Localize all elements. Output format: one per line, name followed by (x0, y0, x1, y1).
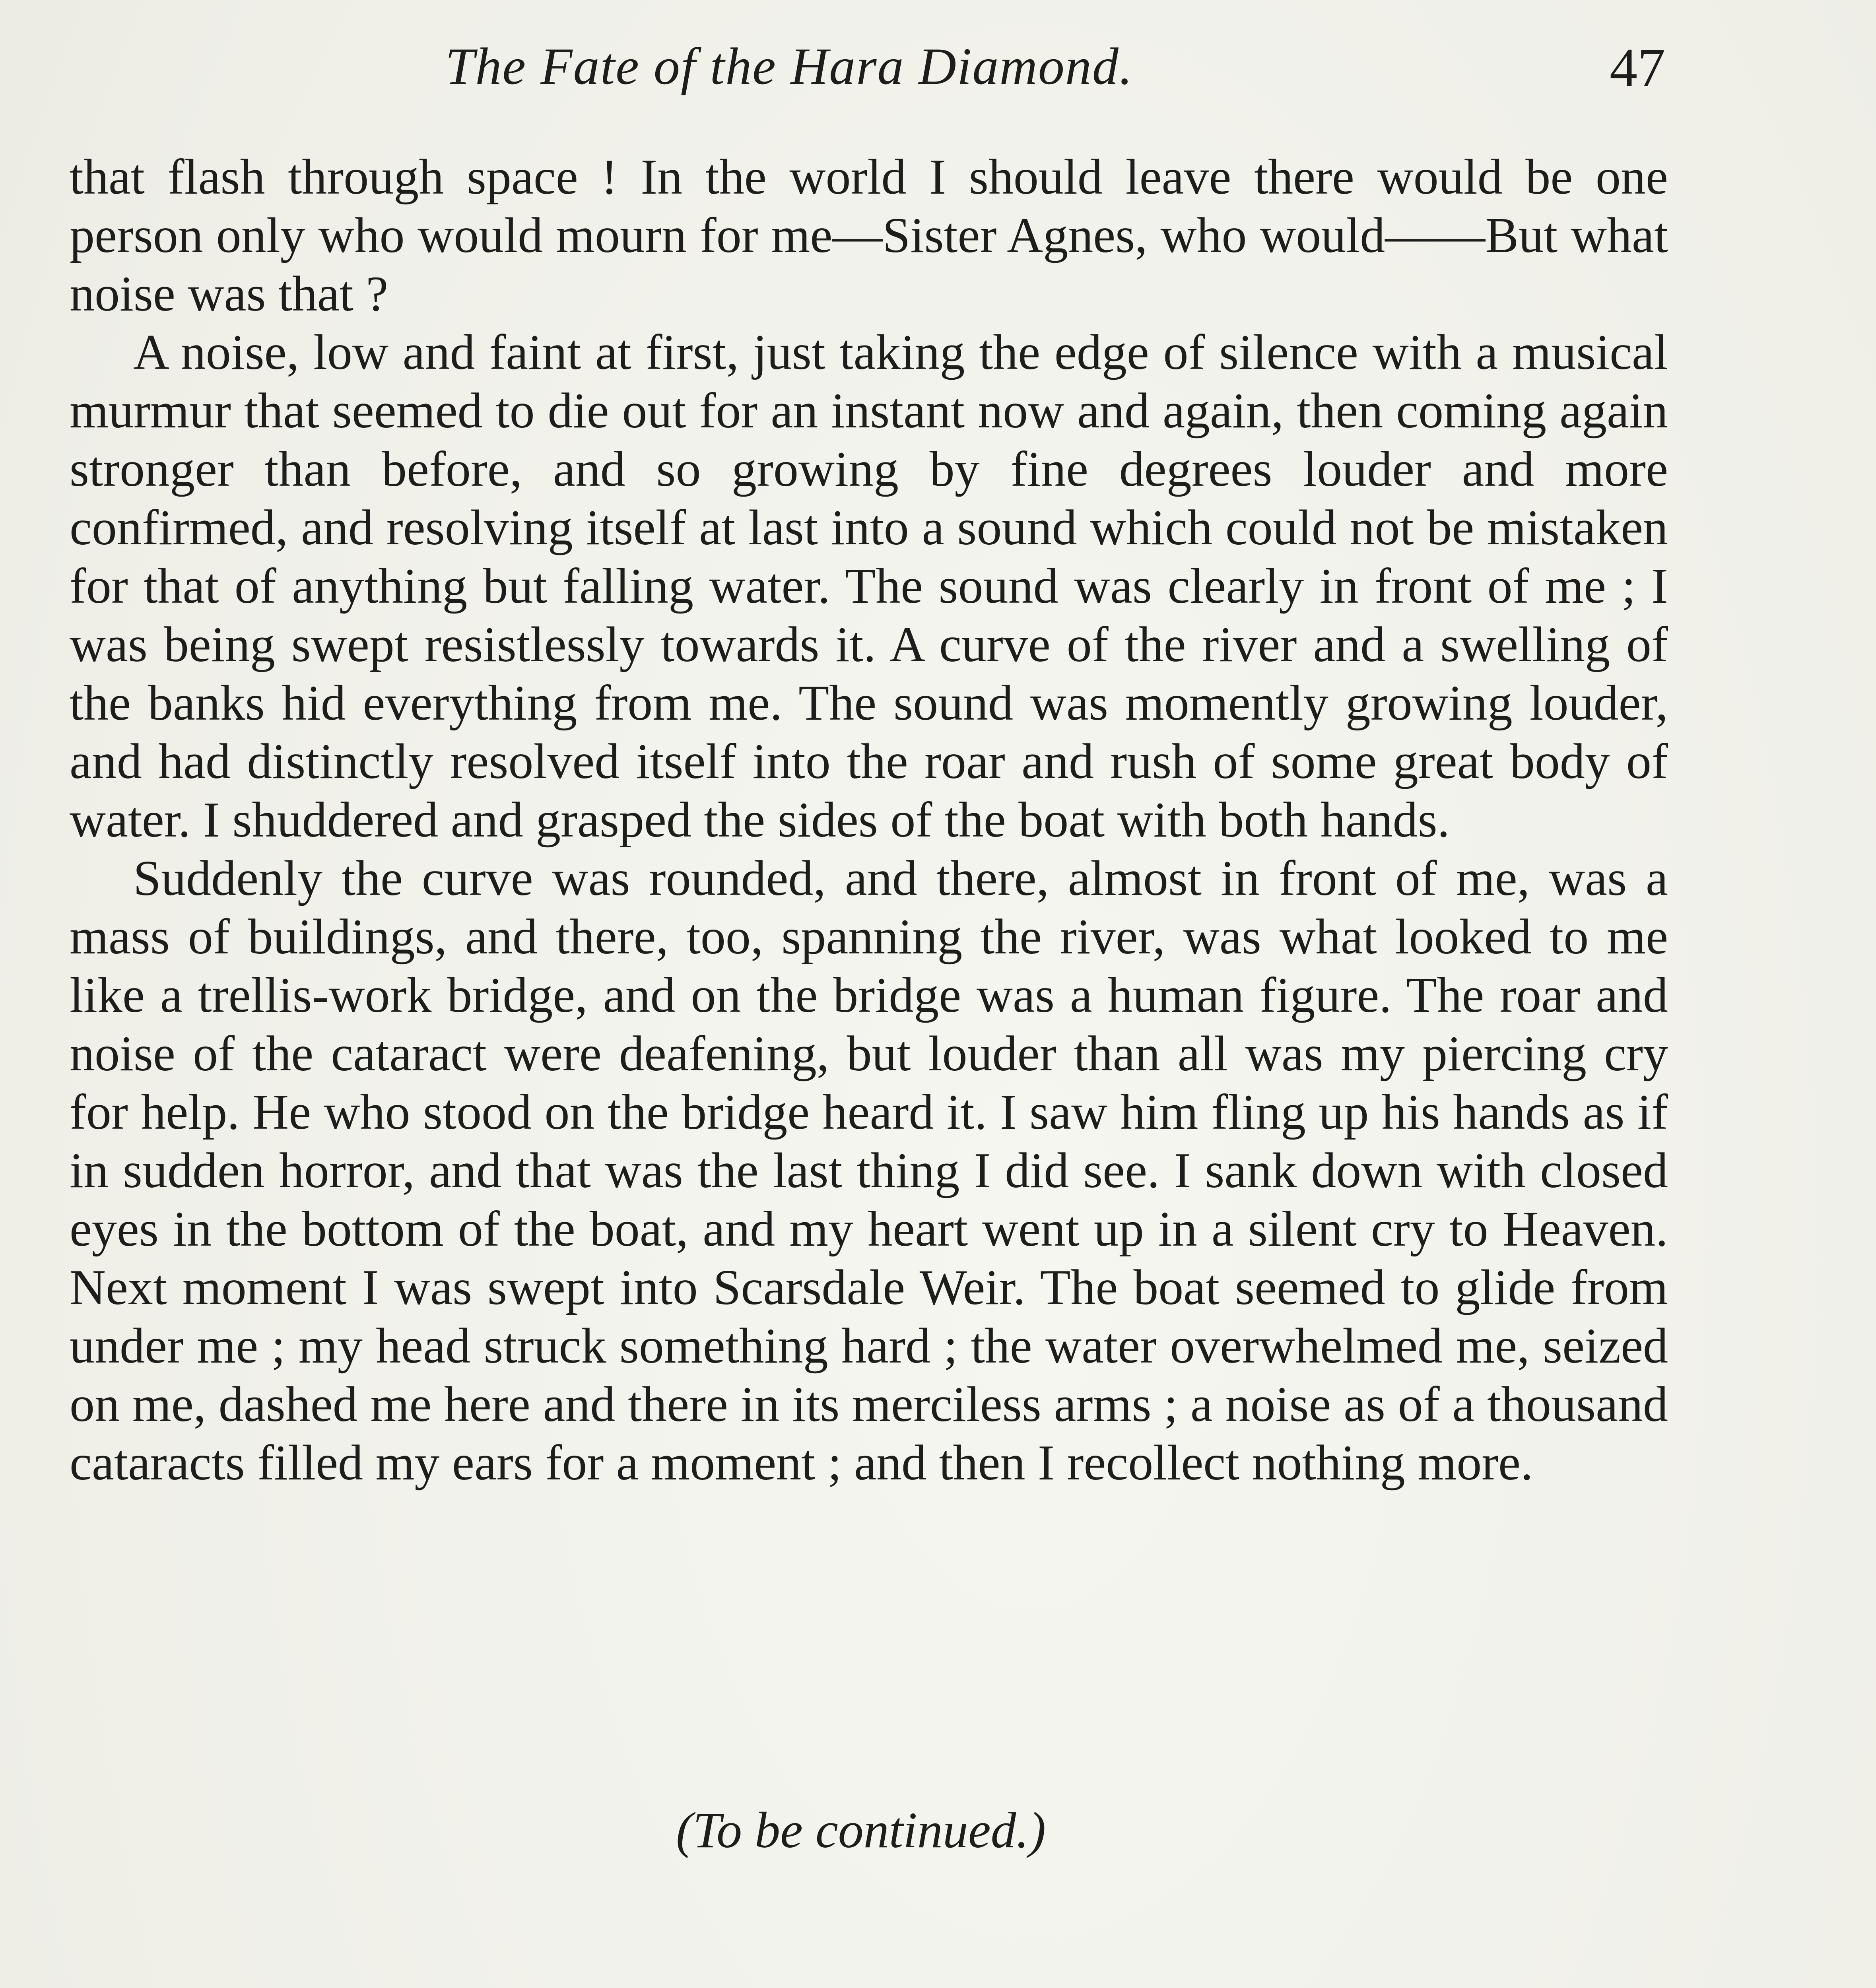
paragraph-3: Suddenly the curve was rounded, and there, almost in front of me, was a mass of buildings, and there, too, spanning the river, was what looked to me like a trellis-work bridge, and on the bridge was a human figure. The roar and noise of the cataract were deafening, but louder than all was my piercing cry for help. He who stood on the bridge heard it. I saw him fling up his hands as if in sudden horror, and that was the last thing I did see. I sank down with closed eyes in the bottom of the boat, and my heart went up in a silent cry to Heaven. Next moment I was swept into Scarsdale Weir. The boat seemed to glide from under me ; my head struck something hard ; the water overwhelmed me, seized on me, dashed me here and there in its merciless arms ; a noise as of a thousand cataracts filled my ears for a moment ; and then I recollect nothing more. (70, 851, 1668, 1491)
scroll-ornament-icon (652, 1980, 1109, 1988)
paragraph-2: A noise, low and faint at first, just taking the edge of silence with a musical murmur that seemed to die out for an instant now and again, then coming again stronger than before, and so growing by fine degrees louder and more confirmed, and resolving itself at last into a sound which could not be mistaken for that of anything but falling water. The sound was clearly in front of me ; I was being swept resistlessly towards it. A curve of the river and a swelling of the banks hid everything from me. The sound was momently growing louder, and had distinctly resolved itself into the roar and rush of some great body of water. I shuddered and grasped the sides of the boat with both hands. (70, 325, 1668, 848)
prose-body (70, 148, 1668, 1492)
running-head: The Fate of the Hara Diamond. (445, 37, 1133, 95)
to-be-continued: (To be continued.) (676, 1802, 1046, 1858)
page-number: 47 (1610, 37, 1665, 99)
paragraph-1: that flash through space ! In the world I should leave there would be one person only who would mourn for me—Sister Agnes, who would——But what noise was that ? (70, 149, 1668, 322)
